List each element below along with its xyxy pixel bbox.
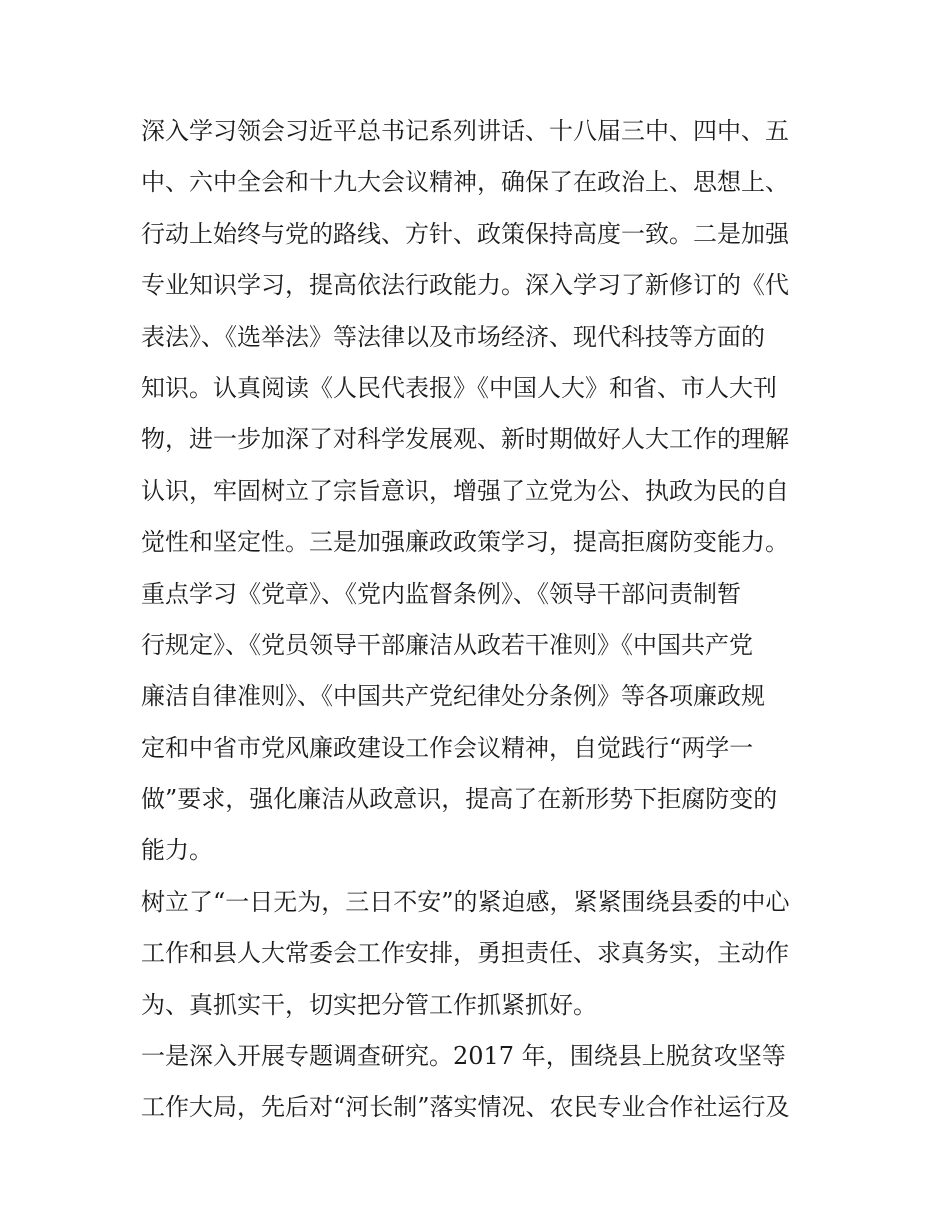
text-line: 专业知识学习，提高依法行政能力。深入学习了新修订的《代	[141, 271, 789, 300]
text-line: 重点学习《党章》、《党内监督条例》、《领导干部问责制暂	[141, 579, 741, 608]
text-line: 为、真抓实干，切实把分管工作抓紧抓好。	[141, 990, 597, 1019]
text-line: 表法》、《选举法》等法律以及市场经济、现代科技等方面的	[141, 322, 765, 351]
text-line: 做”要求，强化廉洁从政意识，提高了在新形势下拒腐防变的	[141, 785, 778, 814]
text-line: 深入学习领会习近平总书记系列讲话、十八届三中、四中、五	[141, 117, 789, 145]
body-text	[141, 106, 821, 1134]
text-line: 一是深入开展专题调查研究。2017 年，围绕县上脱贫攻坚等	[141, 1042, 786, 1071]
text-line: 能力。	[141, 836, 213, 865]
text-line: 工作和县人大常委会工作安排，勇担责任、求真务实，主动作	[141, 939, 789, 968]
text-line: 定和中省市党风廉政建设工作会议精神，自觉践行“两学一	[141, 733, 754, 762]
text-line: 觉性和坚定性。三是加强廉政政策学习，提高拒腐防变能力。	[141, 528, 789, 557]
text-line: 知识。认真阅读《人民代表报》《中国人大》和省、市人大刊	[141, 373, 777, 402]
text-line: 廉洁自律准则》、《中国共产党纪律处分条例》等各项廉政规	[141, 682, 765, 711]
text-line: 工作大局，先后对“河长制”落实情况、农民专业合作社运行及	[141, 1093, 790, 1122]
text-line: 物，进一步加深了对科学发展观、新时期做好人大工作的理解	[141, 425, 789, 454]
text-line: 行动上始终与党的路线、方针、政策保持高度一致。二是加强	[141, 219, 789, 248]
text-line: 中、六中全会和十九大会议精神，确保了在政治上、思想上、	[141, 168, 789, 197]
text-line: 树立了“一日无为，三日不安”的紧迫感，紧紧围绕县委的中心	[141, 887, 790, 916]
text-line: 认识，牢固树立了宗旨意识，增强了立党为公、执政为民的自	[141, 476, 789, 505]
text-line: 行规定》、《党员领导干部廉洁从政若干准则》《中国共产党	[141, 630, 753, 659]
